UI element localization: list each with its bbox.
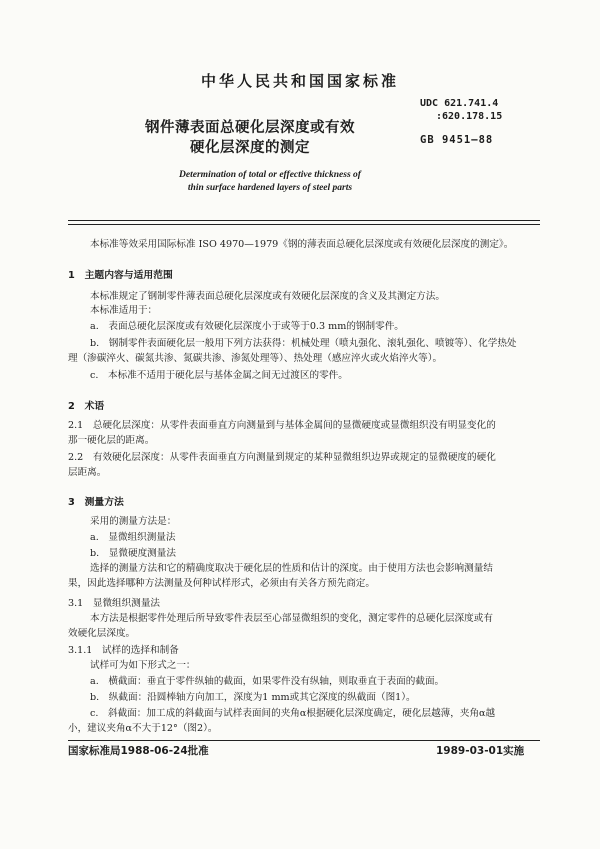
section-1-item-b-line1: b. 钢制零件表面硬化层一般用下列方法获得：机械处理（喷丸强化、滚轧强化、喷镀等）、化学热处 — [90, 338, 517, 349]
section-3-1-1-item-a: a. 横截面：垂直于零件纵轴的截面，如果零件没有纵轴，则取垂直于表面的截面。 — [90, 676, 445, 687]
term-2-2-line2: 层距离。 — [68, 467, 107, 478]
gb-number: GB 9451—88 — [420, 134, 494, 146]
section-3-item-b: b. 显微硬度测量法 — [90, 548, 176, 559]
section-3-heading: 3 测量方法 — [68, 497, 124, 508]
section-3-para1: 采用的测量方法是： — [90, 516, 177, 527]
approval-date: 国家标准局1988-06-24批准 — [68, 745, 209, 757]
section-3-1-1-heading: 3.1.1 试样的选择和制备 — [68, 645, 179, 656]
document-title-line1: 钢件薄表面总硬化层深度或有效 — [145, 120, 355, 136]
section-3-1-para-line1: 本方法是根据零件处理后所导致零件表层至心部显微组织的变化，测定零件的总硬化层深度或有 — [90, 613, 493, 624]
header-rule-thin — [68, 224, 540, 225]
section-1-item-a: a. 表面总硬化层深度或有效硬化层深度小于或等于0.3 mm的钢制零件。 — [90, 321, 404, 332]
section-3-1-1-para: 试样可为如下形式之一： — [90, 660, 196, 671]
udc-code-line1: UDC 621.741.4 — [420, 98, 499, 109]
section-3-item-a: a. 显微组织测量法 — [90, 532, 176, 543]
section-1-item-c: c. 本标准不适用于硬化层与基体金属之间无过渡区的零件。 — [90, 370, 348, 381]
section-3-para2-line1: 选择的测量方法和它的精确度取决于硬化层的性质和估计的深度。由于使用方法也会影响测量结 — [90, 563, 493, 574]
term-2-2-line1: 2.2 有效硬化层深度：从零件表面垂直方向测量到规定的某种显微组织边界或规定的显微硬度的硬化 — [68, 452, 496, 463]
section-1-item-b-line2: 理（渗碳淬火、碳氮共渗、氮碳共渗、渗氮处理等）、热处理（感应淬火或火焰淬火等）。 — [68, 353, 443, 364]
term-2-1-line1: 2.1 总硬化层深度：从零件表面垂直方向测量到与基体金属间的显微硬度或显微组织没有明显变化的 — [68, 420, 496, 431]
udc-code-line2: :620.178.15 — [436, 111, 503, 122]
section-1-para1: 本标准规定了钢制零件薄表面总硬化层深度或有效硬化层深度的含义及其测定方法。 — [90, 291, 445, 302]
section-3-para2-line2: 果，因此选择哪种方法测量及何种试样形式，必须由有关各方预先商定。 — [68, 578, 375, 589]
section-2-heading: 2 术语 — [68, 401, 105, 412]
section-3-1-1-item-c-line1: c. 斜截面：加工成的斜截面与试样表面间的夹角α根据硬化层深度确定，硬化层越薄，夹角α越 — [90, 708, 496, 719]
section-3-1-1-item-c-line2: 小，建议夹角α不大于12°（图2）。 — [68, 723, 218, 734]
section-3-1-para-line2: 效硬化层深度。 — [68, 628, 136, 639]
section-1-para2: 本标准适用于： — [90, 305, 158, 316]
section-3-1-heading: 3.1 显微组织测量法 — [68, 598, 161, 609]
standard-name: 中华人民共和国国家标准 — [200, 72, 399, 90]
english-title-line1: Determination of total or effective thickness of — [179, 170, 361, 180]
english-title-line2: thin surface hardened layers of steel parts — [187, 183, 353, 193]
intro-paragraph: 本标准等效采用国际标准 ISO 4970—1979《钢的薄表面总硬化层深度或有效硬化层深度的测定》。 — [90, 239, 514, 250]
header-rule — [68, 220, 540, 221]
term-2-1-line2: 那一硬化层的距离。 — [68, 435, 155, 446]
footer-rule — [68, 740, 540, 741]
section-3-1-1-item-b: b. 纵截面：沿圆棒轴方向加工，深度为1 mm或其它深度的纵截面（图1）。 — [90, 692, 416, 703]
section-1-heading: 1 主题内容与适用范围 — [68, 270, 173, 281]
document-title-line2: 硬化层深度的测定 — [190, 140, 310, 156]
implementation-date: 1989-03-01实施 — [436, 745, 525, 757]
